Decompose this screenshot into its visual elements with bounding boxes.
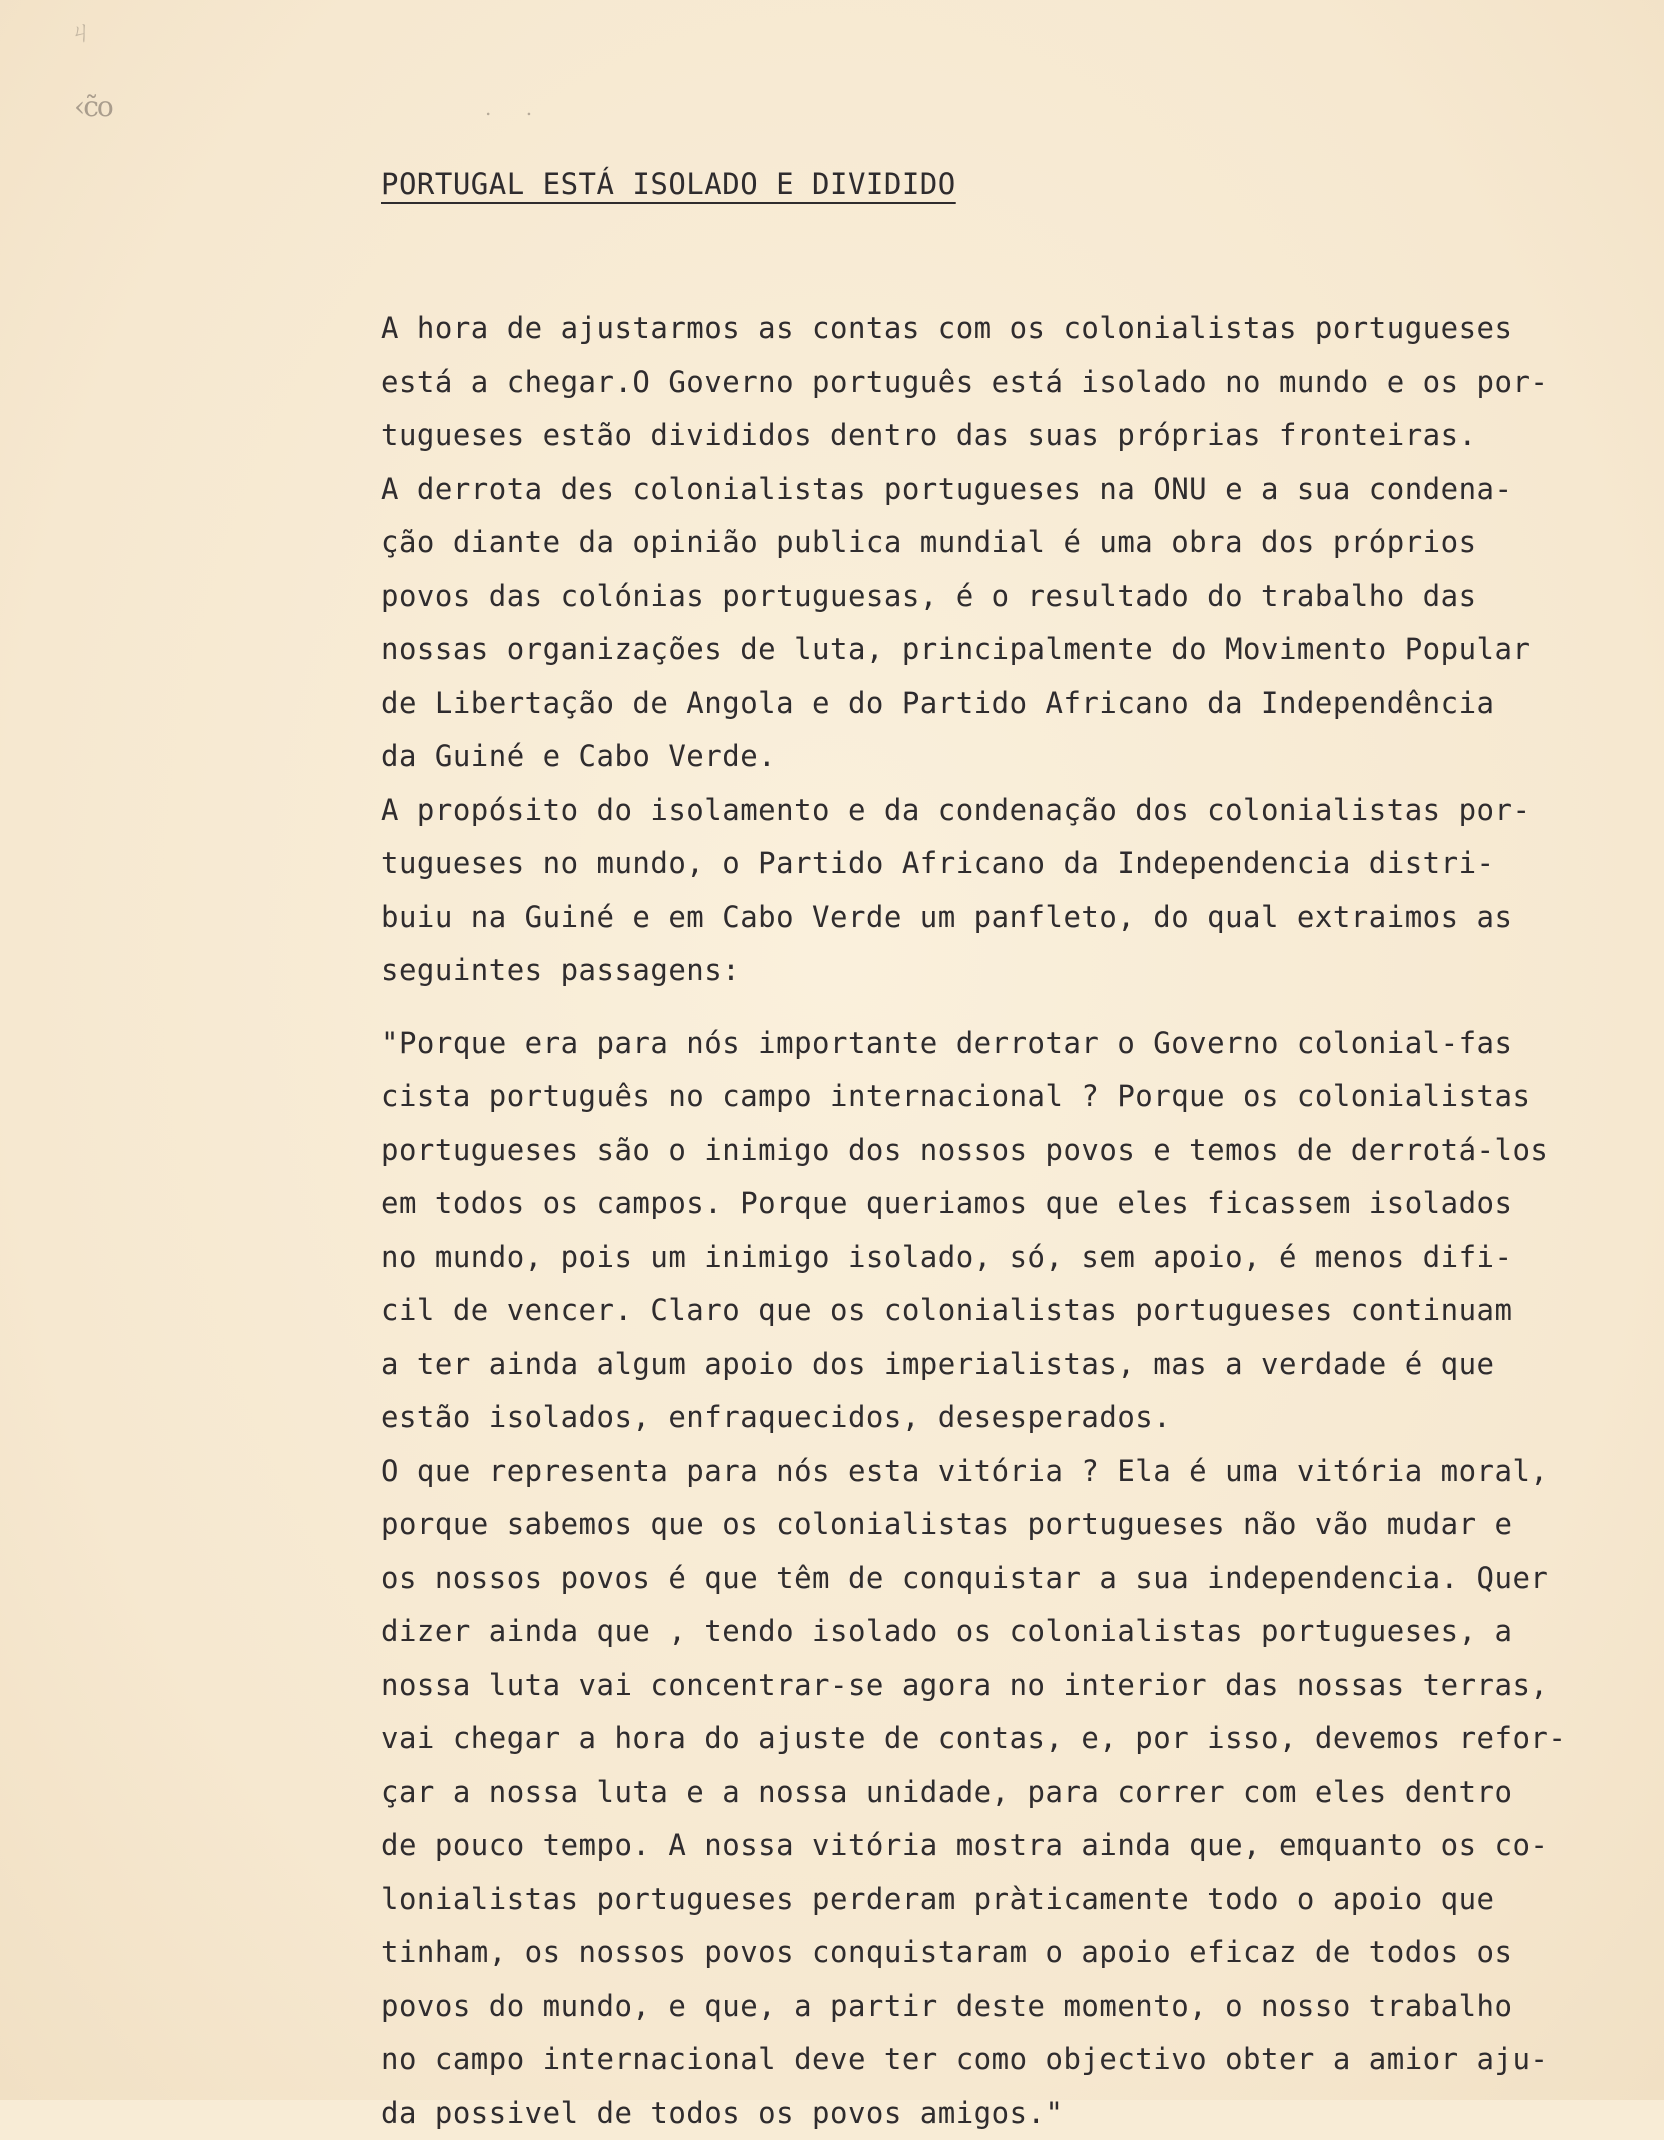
quote-line: vai chegar a hora do ajuste de contas, e, por isso, devemos refor- xyxy=(381,1712,1651,1766)
text-line: nossas organizações de luta, principalmente do Movimento Popular xyxy=(381,623,1651,677)
quote-line: no campo internacional deve ter como objectivo obter a amior aju- xyxy=(381,2033,1651,2087)
quote-line: portugueses são o inimigo dos nossos povos e temos de derrotá-los xyxy=(381,1124,1651,1178)
text-line: está a chegar.O Governo português está isolado no mundo e os por- xyxy=(381,356,1651,410)
text-line: A propósito do isolamento e da condenação dos colonialistas por- xyxy=(381,784,1651,838)
quote-line: "Porque era para nós importante derrotar o Governo colonial-fas xyxy=(381,1017,1651,1071)
text-line: povos das colónias portuguesas, é o resultado do trabalho das xyxy=(381,570,1651,624)
quote-line: çar a nossa luta e a nossa unidade, para correr com eles dentro xyxy=(381,1766,1651,1820)
quote-line: em todos os campos. Porque queriamos que eles ficassem isolados xyxy=(381,1177,1651,1231)
text-line: ção diante da opinião publica mundial é uma obra dos próprios xyxy=(381,516,1651,570)
quote-line: lonialistas portugueses perderam pràticamente todo o apoio que xyxy=(381,1873,1651,1927)
corner-mark: ㄐ xyxy=(68,12,94,49)
stray-dots: . . xyxy=(485,96,546,120)
quote-line: tinham, os nossos povos conquistaram o apoio eficaz de todos os xyxy=(381,1926,1651,1980)
document-title: PORTUGAL ESTÁ ISOLADO E DIVIDIDO xyxy=(381,150,956,218)
paragraph-gap xyxy=(381,998,1651,1017)
text-line: tugueses no mundo, o Partido Africano da Independencia distri- xyxy=(381,837,1651,891)
quote-line: de pouco tempo. A nossa vitória mostra ainda que, emquanto os co- xyxy=(381,1819,1651,1873)
folio-mark: ‹c̃o xyxy=(74,90,112,123)
document-body xyxy=(381,150,1651,2140)
text-line: buiu na Guiné e em Cabo Verde um panfleto, do qual extraimos as xyxy=(381,891,1651,945)
quote-line: estão isolados, enfraquecidos, desesperados. xyxy=(381,1391,1651,1445)
quote-line: porque sabemos que os colonialistas portugueses não vão mudar e xyxy=(381,1498,1651,1552)
quote-line: no mundo, pois um inimigo isolado, só, sem apoio, é menos difi- xyxy=(381,1231,1651,1285)
text-lines xyxy=(381,302,1651,2140)
text-line: da Guiné e Cabo Verde. xyxy=(381,730,1651,784)
text-line: A hora de ajustarmos as contas com os colonialistas portugueses xyxy=(381,302,1651,356)
text-line: seguintes passagens: xyxy=(381,944,1651,998)
text-line: de Libertação de Angola e do Partido Africano da Independência xyxy=(381,677,1651,731)
quote-line: dizer ainda que , tendo isolado os colonialistas portugueses, a xyxy=(381,1605,1651,1659)
quote-line: nossa luta vai concentrar-se agora no interior das nossas terras, xyxy=(381,1659,1651,1713)
quote-line: cista português no campo internacional ? Porque os colonialistas xyxy=(381,1070,1651,1124)
quote-line: povos do mundo, e que, a partir deste momento, o nosso trabalho xyxy=(381,1980,1651,2034)
quote-line: os nossos povos é que têm de conquistar a sua independencia. Quer xyxy=(381,1552,1651,1606)
quote-line: da possivel de todos os povos amigos." xyxy=(381,2087,1651,2140)
quote-line: O que representa para nós esta vitória ? Ela é uma vitória moral, xyxy=(381,1445,1651,1499)
quote-line: cil de vencer. Claro que os colonialistas portugueses continuam xyxy=(381,1284,1651,1338)
quote-line: a ter ainda algum apoio dos imperialistas, mas a verdade é que xyxy=(381,1338,1651,1392)
text-line: A derrota des colonialistas portugueses na ONU e a sua condena- xyxy=(381,463,1651,517)
text-line: tugueses estão divididos dentro das suas próprias fronteiras. xyxy=(381,409,1651,463)
